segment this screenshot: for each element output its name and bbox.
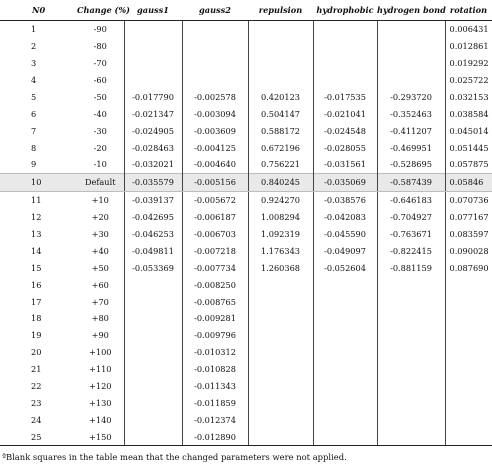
cell-gauss1: -0.028463 <box>124 139 182 156</box>
cell-repulsion <box>248 310 313 327</box>
cell-hydrogen-bond <box>377 344 445 361</box>
cell-rotation <box>445 395 492 412</box>
cell-rotation: 0.051445 <box>445 139 492 156</box>
table-row <box>0 72 492 89</box>
cell-change: +90 <box>91 330 109 341</box>
cell-repulsion <box>248 344 313 361</box>
cell-rotation <box>445 276 492 293</box>
cell-hydrogen-bond <box>377 411 445 428</box>
cell-rotation: 0.019292 <box>445 55 492 72</box>
cell-rotation <box>445 293 492 310</box>
cell-repulsion <box>248 327 313 344</box>
cell-change: -70 <box>93 58 107 69</box>
table-row <box>0 191 492 208</box>
cell-gauss2: -0.011859 <box>182 395 248 412</box>
cell-change: +80 <box>91 313 109 324</box>
cell-gauss1 <box>124 293 182 310</box>
cell-rotation <box>445 310 492 327</box>
cell-n0: 16 <box>31 279 42 290</box>
cell-change: -20 <box>93 142 107 153</box>
cell-change: +20 <box>91 212 109 223</box>
cell-rotation <box>445 344 492 361</box>
cell-hydrophobic: -0.052604 <box>313 259 377 276</box>
cell-n0: 19 <box>31 330 42 341</box>
header-hydrogen-bond: hydrogen bond <box>377 0 445 21</box>
cell-hydrogen-bond: -0.646183 <box>377 191 445 208</box>
cell-change: +50 <box>91 262 109 273</box>
table-row <box>0 38 492 55</box>
cell-gauss2: -0.006703 <box>182 226 248 243</box>
cell-repulsion: 0.504147 <box>248 105 313 122</box>
cell-change: +140 <box>89 414 112 425</box>
cell-hydrophobic: -0.031561 <box>313 156 377 173</box>
table-header-row <box>0 0 492 21</box>
cell-gauss2: -0.003094 <box>182 105 248 122</box>
cell-hydrogen-bond <box>377 55 445 72</box>
cell-gauss2 <box>182 72 248 89</box>
cell-hydrogen-bond <box>377 327 445 344</box>
cell-change: +150 <box>77 428 124 445</box>
cell-hydrophobic: -0.017535 <box>313 89 377 106</box>
cell-gauss2: -0.008765 <box>182 293 248 310</box>
cell-gauss1: -0.053369 <box>124 259 182 276</box>
table-row <box>0 276 492 293</box>
cell-n0: 21 <box>31 364 42 375</box>
cell-hydrogen-bond <box>377 361 445 378</box>
cell-gauss2: -0.003609 <box>182 122 248 139</box>
cell-n0: 6 <box>31 108 37 119</box>
cell-hydrophobic <box>313 411 377 428</box>
cell-gauss2: -0.012374 <box>182 411 248 428</box>
cell-change: +130 <box>89 397 112 408</box>
cell-n0: 8 <box>31 142 37 153</box>
cell-change: +40 <box>91 245 109 256</box>
cell-gauss1 <box>124 310 182 327</box>
cell-gauss1 <box>124 55 182 72</box>
cell-hydrogen-bond <box>377 38 445 55</box>
cell-n0: 5 <box>31 91 37 102</box>
cell-hydrophobic <box>313 293 377 310</box>
cell-rotation: 0.087690 <box>445 259 492 276</box>
table-row <box>0 293 492 310</box>
cell-rotation: 0.025722 <box>445 72 492 89</box>
cell-gauss1 <box>124 38 182 55</box>
cell-rotation: 0.057875 <box>445 156 492 173</box>
cell-repulsion: 0.756221 <box>248 156 313 173</box>
cell-change: -30 <box>93 125 107 136</box>
table-row <box>0 105 492 122</box>
cell-repulsion: 1.176343 <box>248 243 313 260</box>
cell-n0: 7 <box>31 125 37 136</box>
cell-rotation <box>445 327 492 344</box>
cell-n0: 13 <box>31 229 42 240</box>
cell-hydrogen-bond: -0.822415 <box>377 243 445 260</box>
table-row <box>0 428 492 445</box>
cell-repulsion <box>248 21 313 38</box>
header-repulsion: repulsion <box>248 0 313 21</box>
cell-repulsion <box>248 293 313 310</box>
cell-hydrophobic <box>313 428 377 445</box>
cell-gauss2: -0.011343 <box>182 378 248 395</box>
cell-hydrogen-bond <box>377 276 445 293</box>
cell-gauss2: -0.002578 <box>182 89 248 106</box>
cell-repulsion <box>248 411 313 428</box>
cell-hydrogen-bond <box>377 293 445 310</box>
cell-gauss1: -0.046253 <box>124 226 182 243</box>
table-row <box>0 327 492 344</box>
cell-gauss2: -0.012890 <box>182 428 248 445</box>
table-body <box>0 21 492 446</box>
table-row <box>0 55 492 72</box>
cell-hydrogen-bond <box>377 378 445 395</box>
table-row <box>0 122 492 139</box>
table-row <box>0 378 492 395</box>
cell-gauss1 <box>124 276 182 293</box>
cell-change: -50 <box>93 91 107 102</box>
cell-gauss1 <box>124 395 182 412</box>
cell-rotation: 0.012861 <box>445 38 492 55</box>
cell-change: +60 <box>91 279 109 290</box>
cell-change: +110 <box>89 364 112 375</box>
table-row <box>0 21 492 38</box>
header-hydrophobic: hydrophobic <box>313 0 377 21</box>
cell-rotation: 0.045014 <box>445 122 492 139</box>
cell-hydrophobic <box>313 72 377 89</box>
cell-n0: 1 <box>31 24 37 35</box>
cell-gauss1 <box>124 361 182 378</box>
cell-hydrophobic <box>313 344 377 361</box>
header-gauss1: gauss1 <box>124 0 182 21</box>
cell-change: Default <box>77 174 124 192</box>
cell-hydrophobic <box>313 361 377 378</box>
cell-n0: 23 <box>31 397 42 408</box>
cell-repulsion <box>248 276 313 293</box>
cell-hydrogen-bond: -0.587439 <box>377 174 445 192</box>
cell-repulsion <box>248 428 313 445</box>
cell-gauss2: -0.007218 <box>182 243 248 260</box>
cell-change: +100 <box>89 347 112 358</box>
cell-hydrogen-bond: -0.411207 <box>377 122 445 139</box>
cell-change: -10 <box>93 159 107 170</box>
cell-n0: 15 <box>31 262 42 273</box>
header-change: Change (%) <box>77 0 124 21</box>
cell-repulsion: 0.840245 <box>248 174 313 192</box>
table-row <box>0 226 492 243</box>
cell-n0: 18 <box>31 313 42 324</box>
cell-gauss2: -0.008250 <box>182 276 248 293</box>
cell-gauss1 <box>124 72 182 89</box>
cell-repulsion: 0.672196 <box>248 139 313 156</box>
cell-gauss2: -0.009281 <box>182 310 248 327</box>
cell-repulsion: 0.924270 <box>248 191 313 208</box>
cell-hydrophobic <box>313 395 377 412</box>
cell-rotation: 0.032153 <box>445 89 492 106</box>
cell-hydrogen-bond <box>377 21 445 38</box>
cell-gauss1: -0.035579 <box>124 174 182 192</box>
cell-rotation <box>445 378 492 395</box>
cell-hydrogen-bond: -0.881159 <box>377 259 445 276</box>
cell-change: -90 <box>93 24 107 35</box>
cell-gauss2 <box>182 55 248 72</box>
cell-gauss2: -0.009796 <box>182 327 248 344</box>
cell-gauss2 <box>182 38 248 55</box>
cell-n0: 25 <box>0 428 77 445</box>
table-row <box>0 361 492 378</box>
table-footnote: ªBlank squares in the table mean that the changed parameters were not applied. <box>2 452 347 462</box>
cell-n0: 9 <box>31 159 37 170</box>
cell-change: +10 <box>91 195 109 206</box>
cell-gauss1: -0.049811 <box>124 243 182 260</box>
cell-rotation: 0.090028 <box>445 243 492 260</box>
table-row <box>0 259 492 276</box>
cell-repulsion: 1.008294 <box>248 209 313 226</box>
cell-hydrophobic <box>313 21 377 38</box>
cell-gauss1 <box>124 378 182 395</box>
cell-hydrophobic: -0.035069 <box>313 174 377 192</box>
cell-hydrogen-bond: -0.293720 <box>377 89 445 106</box>
cell-hydrophobic: -0.028055 <box>313 139 377 156</box>
cell-gauss1: -0.042695 <box>124 209 182 226</box>
cell-gauss1: -0.039137 <box>124 191 182 208</box>
cell-change: +30 <box>91 229 109 240</box>
table-row <box>0 310 492 327</box>
cell-gauss2: -0.006187 <box>182 209 248 226</box>
cell-gauss2: -0.004640 <box>182 156 248 173</box>
cell-hydrophobic <box>313 55 377 72</box>
cell-rotation <box>445 361 492 378</box>
cell-gauss2 <box>182 21 248 38</box>
cell-hydrophobic: -0.042083 <box>313 209 377 226</box>
cell-hydrogen-bond: -0.352463 <box>377 105 445 122</box>
cell-n0: 2 <box>31 41 37 52</box>
cell-change: -60 <box>93 75 107 86</box>
cell-hydrophobic <box>313 38 377 55</box>
table-row <box>0 139 492 156</box>
cell-gauss1: -0.021347 <box>124 105 182 122</box>
cell-n0: 11 <box>31 195 42 206</box>
cell-gauss2: -0.004125 <box>182 139 248 156</box>
table-row <box>0 243 492 260</box>
cell-repulsion: 0.420123 <box>248 89 313 106</box>
table-row <box>0 411 492 428</box>
cell-rotation: 0.05846 <box>445 174 492 192</box>
cell-n0: 24 <box>31 414 42 425</box>
cell-n0: 20 <box>31 347 42 358</box>
cell-rotation: 0.083597 <box>445 226 492 243</box>
cell-gauss1 <box>124 344 182 361</box>
cell-hydrogen-bond <box>377 395 445 412</box>
cell-gauss2: -0.007734 <box>182 259 248 276</box>
cell-gauss2: -0.010828 <box>182 361 248 378</box>
cell-change: -40 <box>93 108 107 119</box>
cell-gauss1: -0.032021 <box>124 156 182 173</box>
cell-hydrogen-bond: -0.469951 <box>377 139 445 156</box>
cell-gauss1 <box>124 327 182 344</box>
cell-rotation: 0.038584 <box>445 105 492 122</box>
cell-gauss2: -0.005672 <box>182 191 248 208</box>
header-gauss2: gauss2 <box>182 0 248 21</box>
cell-hydrophobic: -0.049097 <box>313 243 377 260</box>
cell-repulsion <box>248 55 313 72</box>
cell-rotation: 0.006431 <box>445 21 492 38</box>
cell-hydrogen-bond: -0.528695 <box>377 156 445 173</box>
cell-repulsion: 0.588172 <box>248 122 313 139</box>
cell-hydrophobic: -0.038576 <box>313 191 377 208</box>
cell-repulsion <box>248 395 313 412</box>
cell-hydrogen-bond <box>377 428 445 445</box>
cell-n0: 10 <box>0 174 77 192</box>
cell-hydrophobic <box>313 327 377 344</box>
header-n0: N0 <box>0 0 77 21</box>
cell-gauss1 <box>124 411 182 428</box>
table-row <box>0 344 492 361</box>
cell-n0: 14 <box>31 245 42 256</box>
cell-repulsion <box>248 361 313 378</box>
cell-rotation <box>445 411 492 428</box>
cell-hydrophobic <box>313 378 377 395</box>
cell-repulsion: 1.092319 <box>248 226 313 243</box>
table-row <box>0 209 492 226</box>
cell-hydrogen-bond <box>377 72 445 89</box>
cell-hydrogen-bond: -0.704927 <box>377 209 445 226</box>
cell-change: +70 <box>91 296 109 307</box>
cell-gauss1 <box>124 428 182 445</box>
cell-n0: 12 <box>31 212 42 223</box>
cell-n0: 22 <box>31 381 42 392</box>
cell-repulsion <box>248 38 313 55</box>
cell-gauss1: -0.017790 <box>124 89 182 106</box>
cell-hydrophobic: -0.024548 <box>313 122 377 139</box>
cell-hydrophobic <box>313 310 377 327</box>
cell-change: +120 <box>89 381 112 392</box>
cell-hydrogen-bond <box>377 310 445 327</box>
cell-rotation: 0.077167 <box>445 209 492 226</box>
table-row <box>0 156 492 173</box>
cell-n0: 4 <box>31 75 37 86</box>
cell-n0: 3 <box>31 58 37 69</box>
cell-hydrophobic: -0.021041 <box>313 105 377 122</box>
header-rotation: rotation <box>445 0 492 21</box>
cell-change: -80 <box>93 41 107 52</box>
cell-hydrogen-bond: -0.763671 <box>377 226 445 243</box>
cell-gauss2: -0.005156 <box>182 174 248 192</box>
cell-hydrophobic <box>313 276 377 293</box>
cell-repulsion <box>248 72 313 89</box>
cell-repulsion <box>248 378 313 395</box>
cell-repulsion: 1.260368 <box>248 259 313 276</box>
cell-rotation <box>445 428 492 445</box>
table-row <box>0 89 492 106</box>
cell-gauss1 <box>124 21 182 38</box>
cell-rotation: 0.070736 <box>445 191 492 208</box>
cell-n0: 17 <box>31 296 42 307</box>
cell-gauss1: -0.024905 <box>124 122 182 139</box>
table-row <box>0 395 492 412</box>
cell-hydrophobic: -0.045590 <box>313 226 377 243</box>
table-row <box>0 174 492 192</box>
cell-gauss2: -0.010312 <box>182 344 248 361</box>
